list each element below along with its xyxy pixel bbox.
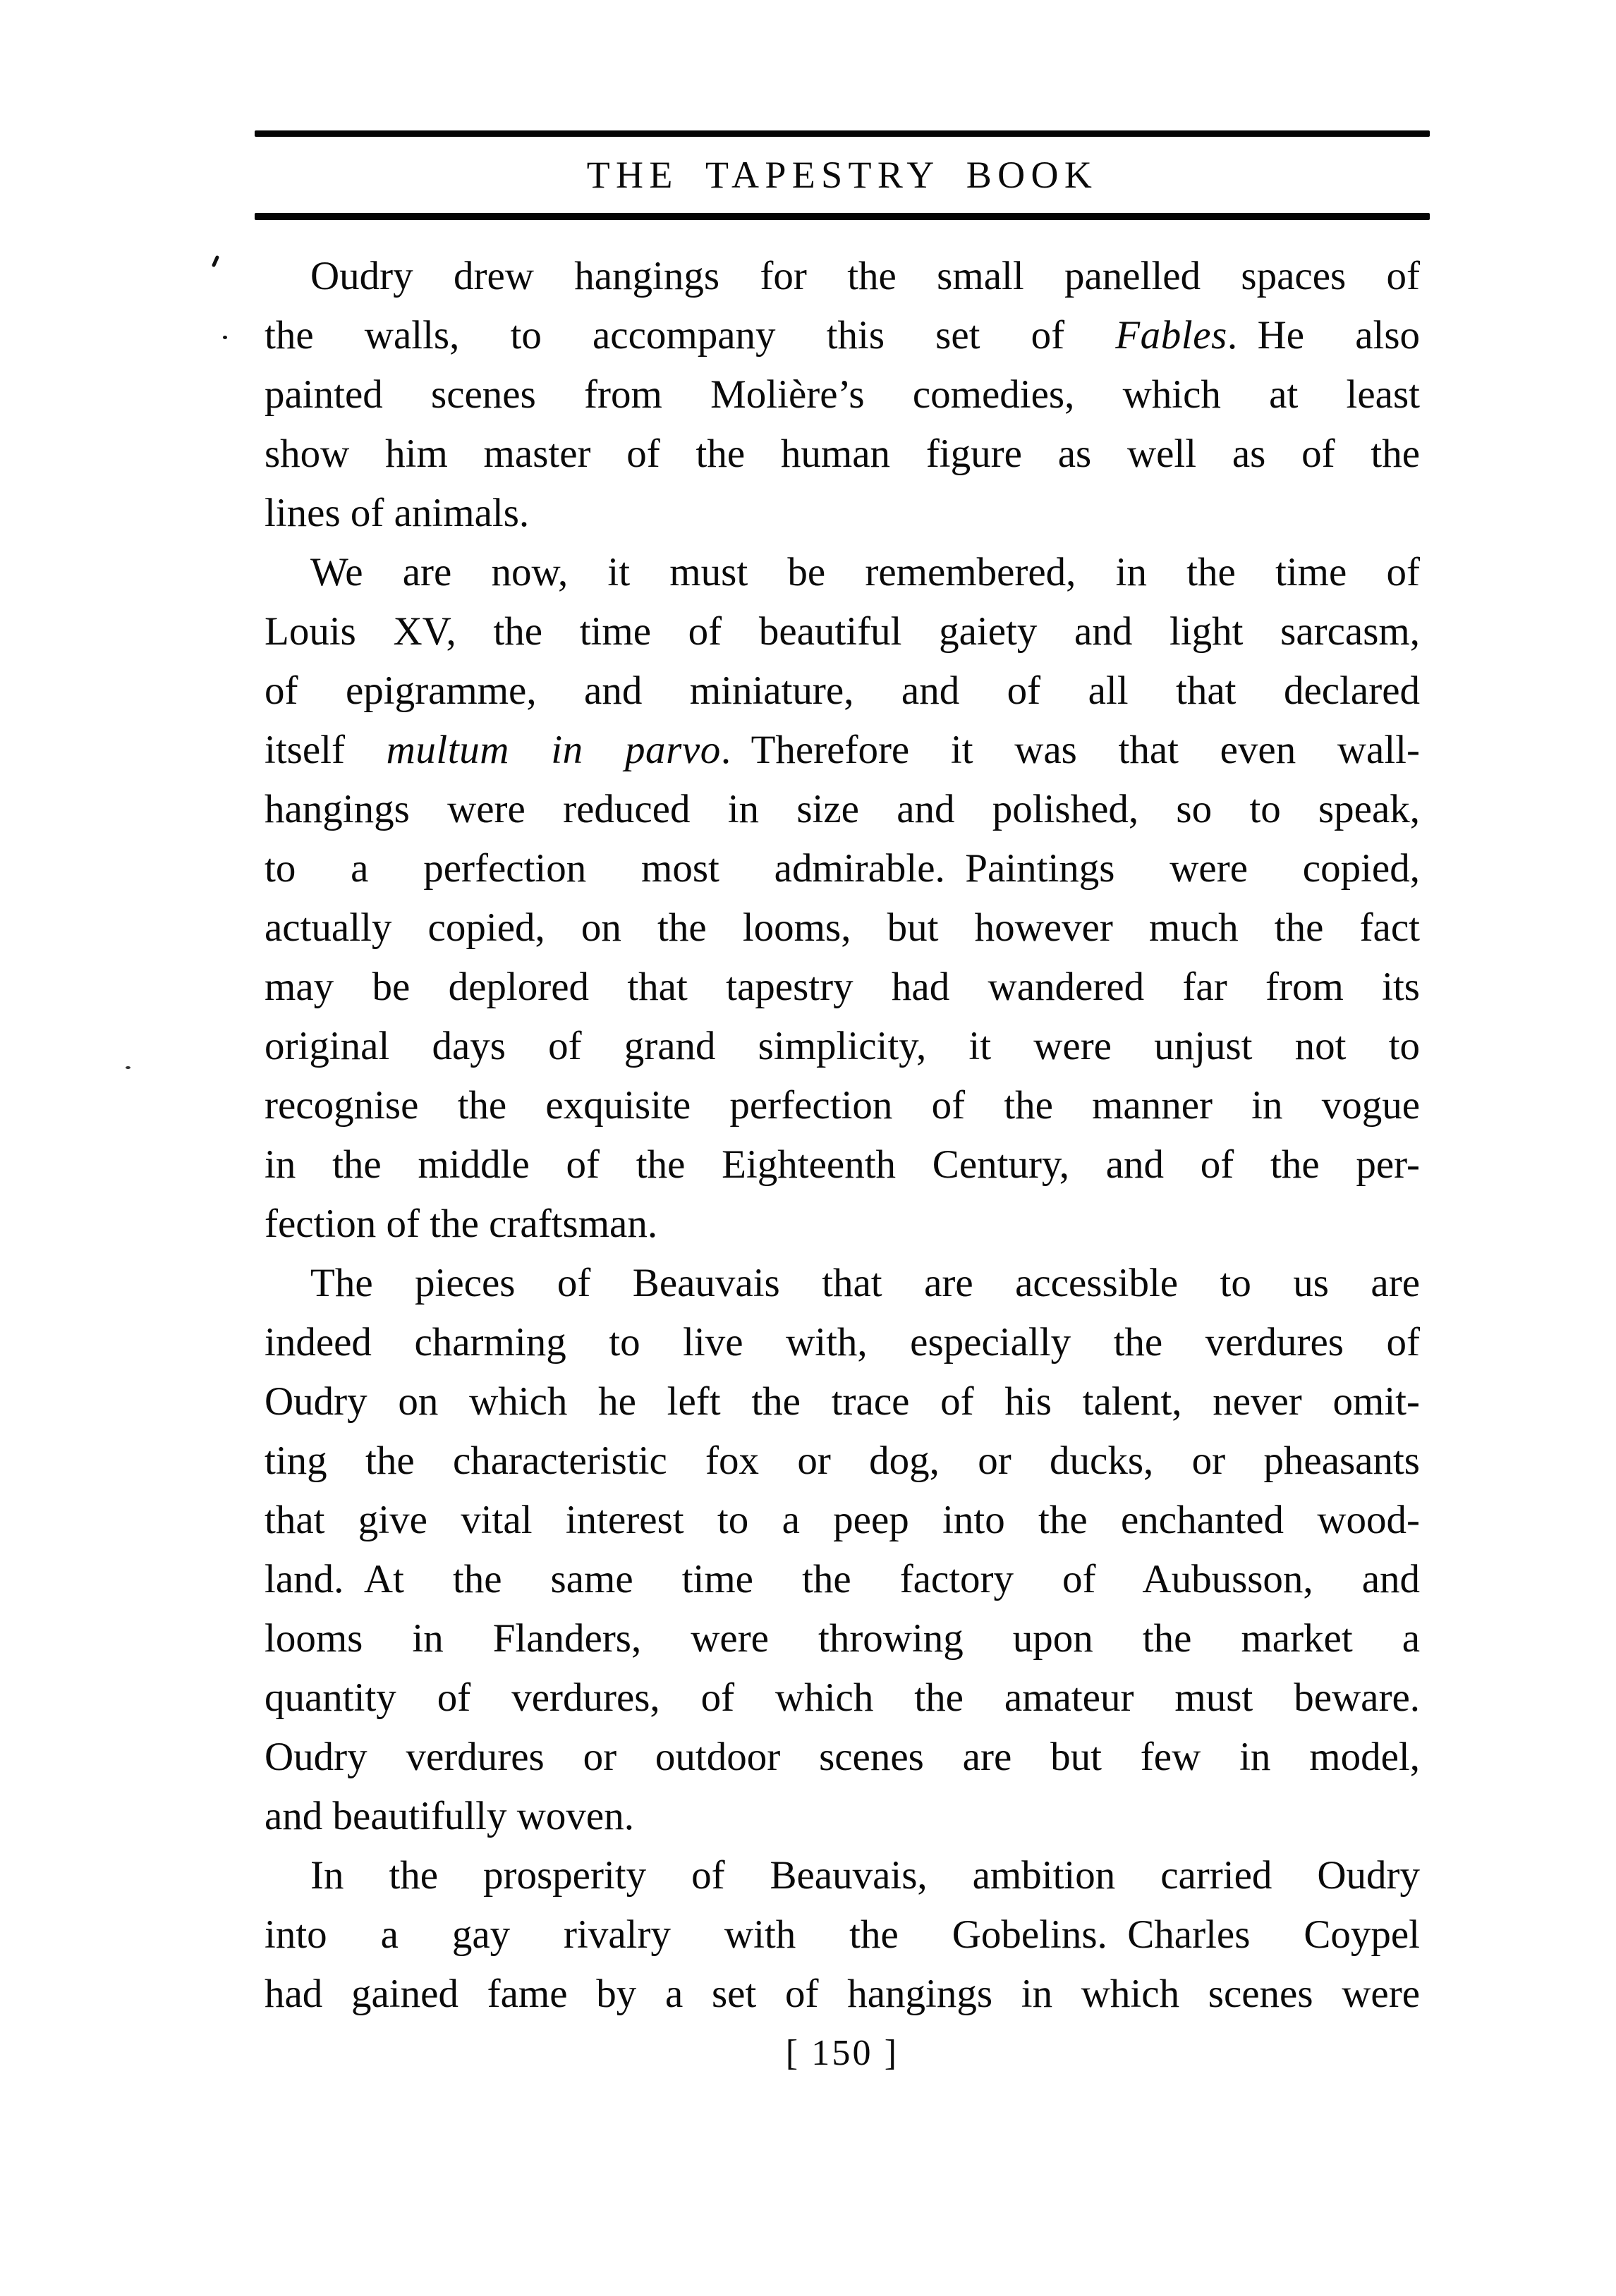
text-line [265, 958, 1420, 1017]
text-line [265, 1195, 1420, 1254]
text-segment: Louis XV, the time of beautiful gaiety and light sarcasm, [265, 609, 1420, 654]
header-rule-bottom [255, 213, 1430, 220]
text-line [265, 1668, 1420, 1728]
text-line [265, 1846, 1420, 1905]
text-segment: original days of grand simplicity, it were unjust not to [265, 1024, 1420, 1068]
text-line [265, 1905, 1420, 1965]
italic-phrase: Fables [1115, 313, 1227, 358]
text-segment: Oudry on which he left the trace of his talent, never omit- [265, 1379, 1420, 1424]
text-segment: recognise the exquisite perfection of the manner in vogue [265, 1083, 1420, 1128]
text-line [265, 602, 1420, 661]
text-line [265, 1787, 1420, 1846]
text-segment: itself [265, 728, 387, 772]
text-block [265, 130, 1420, 2083]
header-rule-top [255, 130, 1430, 137]
text-segment: may be deplored that tapestry had wandered far from its [265, 965, 1420, 1009]
text-line [265, 1431, 1420, 1491]
text-segment: We are now, it must be remembered, in the time of [310, 550, 1420, 594]
text-line [265, 780, 1420, 839]
text-line [265, 721, 1420, 780]
running-head-title: THE TAPESTRY BOOK [586, 154, 1098, 196]
text-segment: had gained fame by a set of hangings in which scenes were [265, 1972, 1420, 2016]
text-line [265, 1491, 1420, 1550]
text-segment: The pieces of Beauvais that are accessible to us are [310, 1261, 1420, 1305]
text-segment: and beautifully woven. [265, 1794, 634, 1838]
text-segment: painted scenes from Molière’s comedies, which at least [265, 372, 1420, 417]
text-segment: quantity of verdures, of which the amateur must beware. [265, 1675, 1420, 1720]
text-line [265, 1550, 1420, 1609]
text-segment: that give vital interest to a peep into the enchanted wood- [265, 1498, 1420, 1542]
text-segment: hangings were reduced in size and polished, so to speak, [265, 787, 1420, 831]
text-line [265, 1076, 1420, 1135]
text-segment: Oudry verdures or outdoor scenes are but few in model, [265, 1735, 1420, 1779]
text-line [265, 1313, 1420, 1372]
text-line [265, 1609, 1420, 1668]
text-line [265, 1372, 1420, 1431]
text-line [265, 1254, 1420, 1313]
text-segment: land. At the same time the factory of Aubusson, and [265, 1557, 1420, 1601]
text-segment: of epigramme, and miniature, and of all that declared [265, 668, 1420, 713]
text-line [265, 543, 1420, 602]
text-line [265, 247, 1420, 306]
text-line [265, 1017, 1420, 1076]
text-segment: show him master of the human figure as well as of the [265, 432, 1420, 476]
text-line [265, 1965, 1420, 2024]
text-line [265, 1728, 1420, 1787]
text-segment: indeed charming to live with, especially the verdures of [265, 1320, 1420, 1364]
text-segment: Oudry drew hangings for the small panelled spaces of [310, 254, 1420, 298]
text-segment: looms in Flanders, were throwing upon the market a [265, 1616, 1420, 1661]
text-line [265, 425, 1420, 484]
body-text [265, 247, 1420, 2024]
text-line [265, 365, 1420, 425]
scan-artifact [126, 1066, 130, 1069]
text-segment: ting the characteristic fox or dog, or ducks, or pheasants [265, 1439, 1420, 1483]
italic-phrase: multum in parvo [386, 728, 721, 772]
text-segment: in the middle of the Eighteenth Century, and of the per- [265, 1142, 1420, 1187]
scan-artifact [212, 255, 219, 268]
text-segment: actually copied, on the looms, but however much the fact [265, 905, 1420, 950]
text-line [265, 839, 1420, 898]
text-segment: fection of the craftsman. [265, 1202, 658, 1246]
text-segment: lines of animals. [265, 491, 530, 535]
text-segment: the walls, to accompany this set of [265, 313, 1116, 358]
text-segment: . Therefore it was that even wall- [720, 728, 1420, 772]
text-line [265, 898, 1420, 958]
scan-artifact [223, 336, 227, 339]
text-line [265, 484, 1420, 543]
page-number: [ 150 ] [785, 2033, 899, 2073]
text-line [265, 661, 1420, 721]
text-segment: In the prosperity of Beauvais, ambition carried Oudry [310, 1853, 1420, 1898]
text-segment: . He also [1227, 313, 1421, 358]
text-line [265, 306, 1420, 365]
text-line [265, 1135, 1420, 1195]
text-segment: to a perfection most admirable. Paintings were copied, [265, 846, 1420, 891]
text-segment: into a gay rivalry with the Gobelins. Charles Coypel [265, 1912, 1420, 1957]
